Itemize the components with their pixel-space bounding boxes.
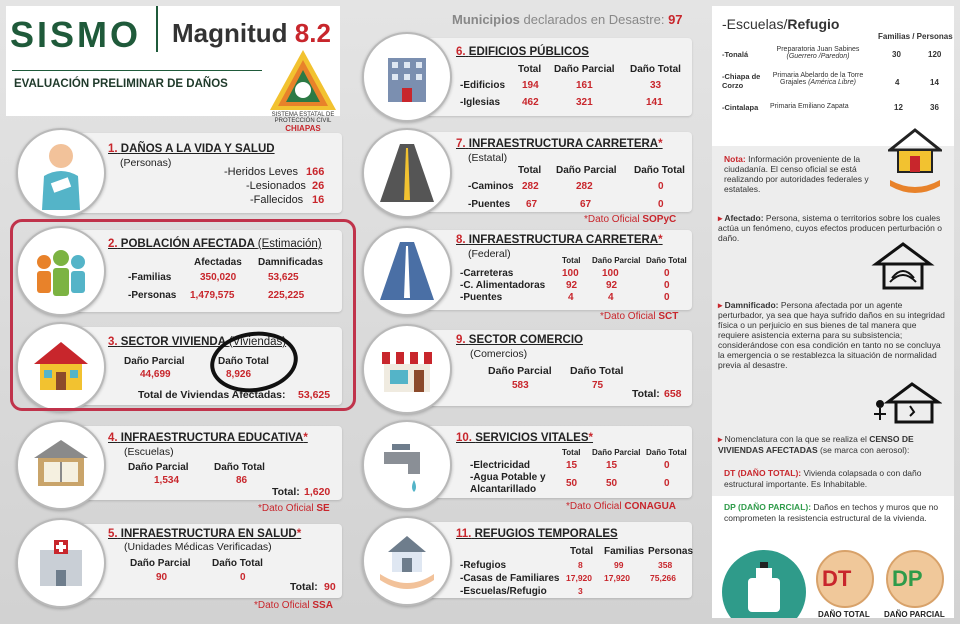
s10-electricidad-total: 15	[566, 460, 578, 471]
s6-row-edificios: -Edificios	[460, 80, 506, 91]
s4-total-value: 1,620	[304, 486, 331, 498]
escuela-place-1: -Tonalá	[722, 50, 749, 59]
s9-title: 9. SECTOR COMERCIO	[456, 334, 583, 346]
s10-electricidad-dano-total: 0	[664, 460, 670, 471]
hospital-icon	[16, 518, 106, 608]
s11-col-total: Total	[570, 546, 594, 557]
s8-alimentadoras-total: 92	[566, 280, 578, 291]
s4-parcial: 1,534	[154, 475, 180, 486]
highway-icon	[362, 226, 452, 316]
person-injured-icon	[16, 128, 106, 218]
s10-col-total-dano: Daño Total	[646, 448, 687, 457]
s11-casas-total: 17,920	[566, 573, 592, 583]
collapsed-house-icon	[870, 380, 942, 424]
s7-caminos-total: 282	[522, 181, 539, 192]
s9-sub: (Comercios)	[470, 348, 528, 360]
s6-edificios-parcial: 161	[576, 80, 593, 91]
subtitle: EVALUACIÓN PRELIMINAR DE DAÑOS	[14, 78, 228, 90]
s5-total: 0	[240, 572, 246, 583]
s8-col-total: Total	[562, 256, 581, 265]
s2-col1: Afectadas	[194, 257, 242, 268]
s8-source: *Dato Oficial SCT	[600, 311, 679, 322]
s11-refugios-personas: 358	[658, 560, 673, 570]
s3-col2: Daño Total	[218, 356, 269, 367]
nomenclatura: ▸ Nomenclatura con la que se realiza el CENSO DE VIVIENDAS AFECTADAS (se marca con aerosol):	[718, 434, 914, 455]
s7-row-caminos: -Caminos	[468, 181, 514, 192]
s2-col2: Damnificadas	[258, 257, 324, 268]
s10-agua-dano-total: 0	[664, 478, 670, 489]
s2-familias-damnificadas: 53,625	[268, 272, 299, 283]
s3-total-value: 53,625	[298, 389, 331, 401]
faucet-icon	[362, 420, 452, 510]
s11-casas-personas: 75,266	[650, 573, 676, 583]
s5-total-value: 90	[324, 581, 336, 593]
escuela-name-3: Primaria Emiliano Zapata	[770, 103, 849, 110]
damnificado-definition: ▸ Damnificado: Persona afectada por un agente perturbador, ya sea que haya sufrido daños en su integridad física o un perjuicio en sus bienes de tal manera que requiere asistencia externa para su subsistencia; considerándose con esa condición en tanto no se concluya la emergencia o se restablezca la situación de normalidad previa al desastre.	[718, 300, 945, 370]
s2-title: 2. POBLACIÓN AFECTADA (Estimación)	[108, 238, 322, 250]
dt-badge-text: DT	[822, 566, 852, 591]
s1-value-fallecidos: 16	[312, 194, 325, 206]
s6-edificios-total: 194	[522, 80, 539, 91]
dp-badge-text: DP	[892, 566, 923, 591]
house-shaking-icon	[870, 242, 936, 292]
escuela-p-2: 14	[930, 78, 939, 87]
s11-col-familias: Familias	[604, 546, 645, 557]
s10-col-total: Total	[562, 448, 581, 457]
s8-title: 8. INFRAESTRUCTURA CARRETERA*	[456, 234, 663, 246]
dp-caption: DAÑO PARCIAL	[884, 610, 945, 619]
s4-title: 4. INFRAESTRUCTURA EDUCATIVA*	[108, 432, 308, 444]
s10-source: *Dato Oficial CONAGUA	[566, 501, 677, 512]
s8-alimentadoras-dano-total: 0	[664, 280, 670, 291]
s5-source: *Dato Oficial SSA	[254, 600, 333, 611]
escuela-p-3: 36	[930, 103, 939, 112]
s6-row-iglesias: -Iglesias	[460, 97, 501, 108]
s7-source: *Dato Oficial SOPyC	[584, 214, 677, 225]
s7-caminos-parcial: 282	[576, 181, 593, 192]
s8-col-total-dano: Daño Total	[646, 256, 687, 265]
school-book-icon	[16, 420, 106, 510]
s3-total-label: Total de Viviendas Afectadas:	[138, 389, 286, 401]
s8-puentes-total: 4	[568, 292, 574, 303]
road-icon	[362, 128, 452, 218]
s5-col1: Daño Parcial	[130, 558, 191, 569]
s1-value-heridos: 166	[306, 166, 325, 178]
s1-label-fallecidos: -Fallecidos	[250, 194, 304, 206]
s10-agua-total: 50	[566, 478, 578, 489]
s7-caminos-dano-total: 0	[658, 181, 664, 192]
shelter-hands-icon	[362, 516, 452, 606]
escuelas-refugio-title: -Escuelas/Refugio	[722, 16, 840, 32]
magnitude	[172, 18, 331, 49]
s11-row-casas: -Casas de Familiares	[460, 573, 560, 584]
s8-row-carreteras: -Carreteras	[460, 268, 514, 279]
s4-sub: (Escuelas)	[124, 446, 174, 458]
dp-definition: DP (DAÑO PARCIAL): Daños en techos y muros que no comprometen la resistencia estructural de la vivienda.	[724, 502, 939, 523]
s9-total-label: Total:	[632, 388, 660, 400]
escuela-name-2: Primaria Abelardo de la Torre Grajales (América Libre)	[772, 72, 864, 86]
s1-sub: (Personas)	[120, 157, 172, 169]
s8-puentes-dano-total: 0	[664, 292, 670, 303]
s6-edificios-dano-total: 33	[650, 80, 662, 91]
proteccion-civil-logo	[268, 48, 338, 118]
s7-col-total: Total	[518, 165, 542, 176]
magnitude-label: Magnitud	[172, 18, 288, 48]
title: SISMO	[10, 14, 142, 55]
s3-parcial: 44,699	[140, 369, 171, 380]
s4-col2: Daño Total	[214, 462, 265, 473]
s7-sub: (Estatal)	[468, 152, 508, 164]
s2-personas-afectadas: 1,479,575	[190, 290, 235, 301]
s7-row-puentes: -Puentes	[468, 199, 511, 210]
s6-iglesias-parcial: 321	[576, 97, 593, 108]
s10-title: 10. SERVICIOS VITALES*	[456, 432, 594, 444]
escuela-f-1: 30	[892, 50, 901, 59]
s1-title: 1. DAÑOS A LA VIDA Y SALUD	[108, 143, 275, 155]
s7-puentes-dano-total: 0	[658, 199, 664, 210]
s8-puentes-parcial: 4	[608, 292, 614, 303]
s7-col-total-dano: Daño Total	[634, 165, 685, 176]
house-hand-icon	[888, 128, 942, 194]
s4-total-label: Total:	[272, 486, 300, 498]
s9-col1: Daño Parcial	[488, 365, 552, 377]
s11-casas-familias: 17,920	[604, 573, 630, 583]
s6-col-parcial: Daño Parcial	[554, 64, 615, 75]
s4-col1: Daño Parcial	[128, 462, 189, 473]
s9-col2: Daño Total	[570, 365, 624, 377]
s3-total: 8,926	[226, 369, 252, 380]
s6-iglesias-total: 462	[522, 97, 539, 108]
s1-label-heridos: -Heridos Leves	[224, 166, 298, 178]
s3-title: 3. SECTOR VIVIENDA (Viviendas)	[108, 336, 287, 348]
s11-col-personas: Personas	[648, 546, 694, 557]
s5-parcial: 90	[156, 572, 168, 583]
store-icon	[362, 324, 452, 414]
s3-col1: Daño Parcial	[124, 356, 185, 367]
s8-row-puentes: -Puentes	[460, 292, 503, 303]
s9-parcial: 583	[512, 380, 529, 391]
s11-row-escuelas: -Escuelas/Refugio	[460, 586, 547, 597]
s8-col-parcial: Daño Parcial	[592, 256, 641, 265]
s11-title: 11. REFUGIOS TEMPORALES	[456, 528, 618, 540]
s4-total: 86	[236, 475, 248, 486]
s5-sub: (Unidades Médicas Verificadas)	[124, 541, 272, 553]
s10-agua-parcial: 50	[606, 478, 618, 489]
s7-col-parcial: Daño Parcial	[556, 165, 617, 176]
s9-total-value: 658	[664, 388, 682, 400]
dt-definition: DT (DAÑO TOTAL): Vivienda colapsada o con daño estructural importante. Es Inhabitable.	[724, 468, 922, 489]
s10-row-agua: -Agua Potable y Alcantarillado	[470, 472, 546, 495]
s7-title: 7. INFRAESTRUCTURA CARRETERA*	[456, 138, 663, 150]
s10-row-electricidad: -Electricidad	[470, 460, 531, 471]
escuelas-cols: Familias / Personas	[878, 32, 953, 41]
s10-col-parcial: Daño Parcial	[592, 448, 641, 457]
s2-label-personas: -Personas	[128, 290, 177, 301]
escuela-place-3: -Cintalapa	[722, 103, 759, 112]
s11-refugios-total: 8	[578, 560, 583, 570]
s6-col-total-dano: Daño Total	[630, 64, 681, 75]
escuela-p-1: 120	[928, 50, 942, 59]
s11-escuelas-total: 3	[578, 586, 583, 596]
s2-familias-afectadas: 350,020	[200, 272, 237, 283]
s7-puentes-parcial: 67	[580, 199, 592, 210]
building-icon	[362, 32, 452, 122]
afectado-definition: ▸ Afectado: Persona, sistema o territorios sobre los cuales actúa un fenómeno, cuyos efectos producen perturbación o daño.	[718, 213, 942, 243]
s11-row-refugios: -Refugios	[460, 560, 507, 571]
logo-caption: SISTEMA ESTATAL DE PROTECCIÓN CIVIL CHIAPAS	[271, 112, 335, 133]
s6-col-total: Total	[518, 64, 542, 75]
title-divider	[156, 6, 158, 52]
magnitude-value: 8.2	[294, 18, 331, 48]
escuela-place-2: -Chiapa de Corzo	[722, 72, 761, 90]
escuela-name-1: Preparatoria Juan Sabines (Guerrero /Paredon)	[776, 46, 860, 60]
s4-source: *Dato Oficial SE	[258, 503, 330, 514]
s11-refugios-familias: 99	[614, 560, 624, 570]
s8-row-alimentadoras: -C. Alimentadoras	[460, 280, 546, 291]
divider	[12, 70, 262, 71]
s9-total: 75	[592, 380, 604, 391]
nota: Nota: Información proveniente de la ciudadanía. El censo oficial se está realizando por autoridades federales y estatales.	[724, 154, 869, 194]
s8-sub: (Federal)	[468, 248, 511, 260]
s1-label-lesionados: -Lesionados	[246, 180, 306, 192]
s8-carreteras-parcial: 100	[602, 268, 619, 279]
s2-personas-damnificadas: 225,225	[268, 290, 305, 301]
s2-label-familias: -Familias	[128, 272, 172, 283]
s7-puentes-total: 67	[526, 199, 538, 210]
highlight-frame	[10, 219, 356, 411]
s6-title: 6. EDIFICIOS PÚBLICOS	[456, 46, 589, 58]
escuela-f-3: 12	[894, 103, 903, 112]
s5-total-label: Total:	[290, 581, 318, 593]
s5-title: 5. INFRAESTRUCTURA EN SALUD*	[108, 528, 302, 540]
spray-can-icon	[720, 548, 808, 618]
s6-iglesias-dano-total: 141	[646, 97, 663, 108]
escuela-f-2: 4	[895, 78, 900, 87]
s8-carreteras-total: 100	[562, 268, 579, 279]
s8-carreteras-dano-total: 0	[664, 268, 670, 279]
s1-value-lesionados: 26	[312, 180, 325, 192]
s10-electricidad-parcial: 15	[606, 460, 618, 471]
s8-alimentadoras-parcial: 92	[606, 280, 618, 291]
dt-caption: DAÑO TOTAL	[818, 610, 870, 619]
s5-col2: Daño Total	[212, 558, 263, 569]
municipios-line: Municipios declarados en Desastre: 97	[452, 12, 683, 27]
